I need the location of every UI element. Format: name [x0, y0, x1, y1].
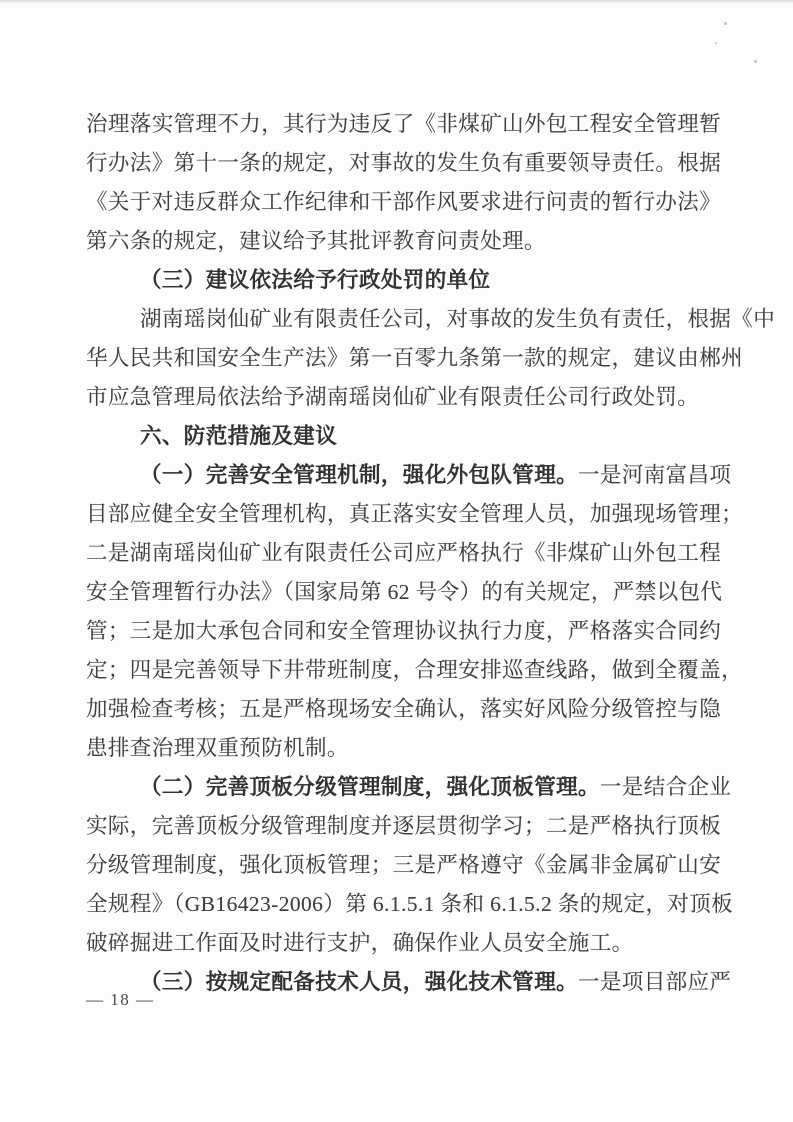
body-text: 管；三是加大承包合同和安全管理协议执行力度，严格落实合同约	[86, 619, 722, 643]
body-text: 华人民共和国安全生产法》第一百零九条第一款的规定，建议由郴州	[86, 346, 744, 370]
text-line	[86, 768, 732, 807]
body-text: 全规程》（GB16423-2006）第 6.1.5.1 条和 6.1.5.2 条的规定，对顶板	[86, 892, 734, 916]
body-text: 市应急管理局依法给予湖南瑶岗仙矿业有限责任公司行政处罚。	[86, 385, 700, 409]
text-line	[86, 456, 732, 495]
text-line	[86, 261, 722, 300]
body-text: 一是项目部应严	[578, 970, 732, 994]
heading-bold-text: （二）完善顶板分级管理制度，强化顶板管理。	[140, 775, 600, 799]
text-line	[86, 807, 722, 846]
heading-bold-text: （三）按规定配备技术人员，强化技术管理。	[140, 970, 579, 994]
text-line	[86, 534, 722, 573]
text-line	[86, 729, 722, 768]
body-text: 实际，完善顶板分级管理制度并逐层贯彻学习；二是严格执行顶板	[86, 814, 722, 838]
body-text: 分级管理制度，强化顶板管理；三是严格遵守《金属非金属矿山安	[86, 853, 722, 877]
text-line	[86, 885, 734, 924]
page-number: — 18 —	[86, 990, 155, 1009]
text-line	[86, 963, 732, 1002]
body-text: 治理落实管理不力，其行为违反了《非煤矿山外包工程安全管理暂	[86, 112, 722, 136]
body-text: 行办法》第十一条的规定，对事故的发生负有重要领导责任。根据	[86, 151, 722, 175]
text-line	[86, 495, 744, 534]
text-line	[86, 339, 744, 378]
scan-speck	[715, 42, 717, 44]
body-text: 目部应健全安全管理机构，真正落实安全管理人员，加强现场管理；	[86, 502, 744, 526]
text-line	[86, 105, 722, 144]
body-text: 定；四是完善领导下井带班制度，合理安排巡查线路，做到全覆盖，	[86, 658, 744, 682]
text-line	[86, 573, 722, 612]
body-text: 《关于对违反群众工作纪律和干部作风要求进行问责的暂行办法》	[86, 190, 722, 214]
body-text: 一是结合企业	[599, 775, 732, 799]
document-body	[86, 105, 776, 1002]
text-line	[86, 378, 722, 417]
body-text: 加强检查考核；五是严格现场安全确认，落实好风险分级管控与隐	[86, 697, 722, 721]
text-line	[86, 300, 776, 339]
scan-speck	[724, 22, 727, 25]
text-line	[86, 183, 722, 222]
heading-bold-text: 六、防范措施及建议	[140, 424, 338, 448]
text-line	[86, 846, 722, 885]
heading-bold-text: （一）完善安全管理机制，强化外包队管理。	[140, 463, 579, 487]
body-text: 一是河南富昌项	[578, 463, 732, 487]
body-text: 破碎掘进工作面及时进行支护，确保作业人员安全施工。	[86, 931, 634, 955]
body-text: 安全管理暂行办法》（国家局第 62 号令）的有关规定，严禁以包代	[86, 580, 723, 604]
scan-speck	[754, 60, 757, 63]
text-line	[86, 222, 722, 261]
text-line	[86, 690, 722, 729]
body-text: 二是湖南瑶岗仙矿业有限责任公司应严格执行《非煤矿山外包工程	[86, 541, 722, 565]
heading-bold-text: （三）建议依法给予行政处罚的单位	[140, 268, 491, 292]
text-line	[86, 651, 744, 690]
text-line	[86, 612, 722, 651]
scan-edge-artifact	[0, 0, 793, 4]
text-line	[86, 144, 722, 183]
body-text: 湖南瑶岗仙矿业有限责任公司，对事故的发生负有责任，根据《中	[140, 307, 776, 331]
text-line	[86, 417, 722, 456]
body-text: 患排查治理双重预防机制。	[86, 736, 349, 760]
body-text: 第六条的规定，建议给予其批评教育问责处理。	[86, 229, 546, 253]
text-line	[86, 924, 722, 963]
